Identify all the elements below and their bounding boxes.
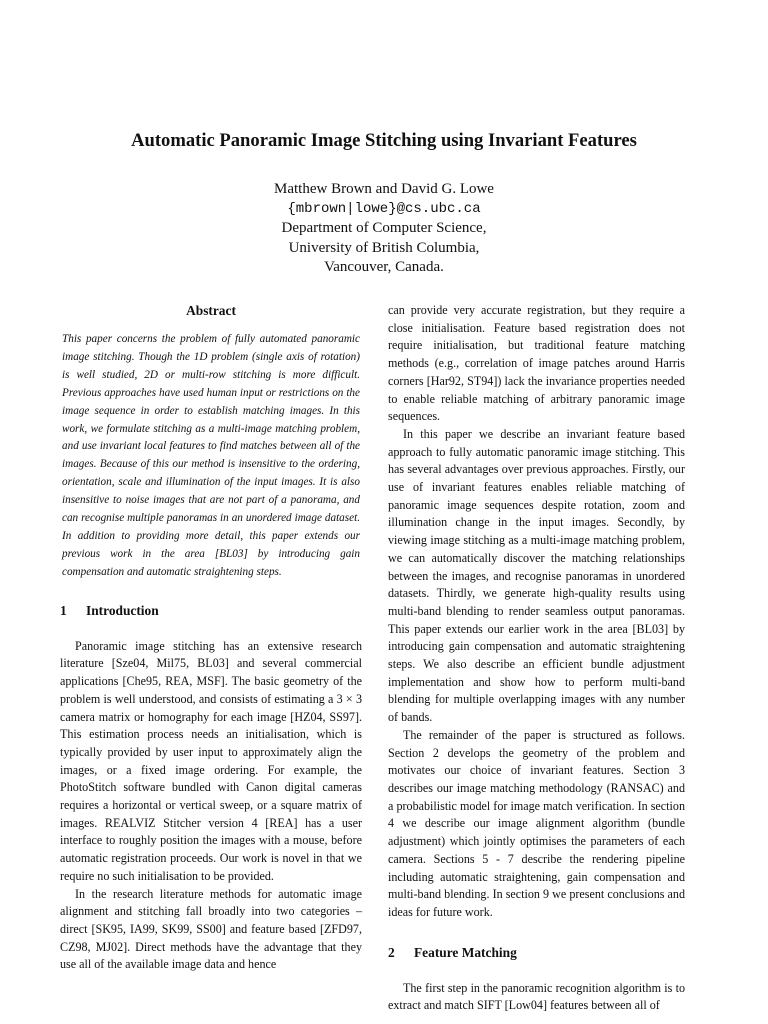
section-title: Introduction	[86, 602, 159, 618]
section-number: 1	[60, 602, 67, 618]
paragraph: The remainder of the paper is structured as follows. Section 2 develops the geometry of the problem and motivates our choice of invariant features. Section 3 describes our image matching methodology (RANSAC) and a probabilistic model for image match verification. In section 4 we describe our image alignment algorithm (bundle adjustment) which jointly optimises the parameters of each camera. Sections 5 - 7 describe the rendering pipeline including automatic straightening, gain compensation and multi-band blending. In section 9 we present conclusions and ideas for future work.	[388, 727, 685, 919]
abstract-text: This paper concerns the problem of fully automated panoramic image stitching. Though the 1D problem (single axis of rotation) is well studied, 2D or multi-row stitching is more difficult. Previous approaches have used human input or restrictions on the image sequence in order to establish matching images. In this work, we formulate stitching as a multi-image matching problem, and use invariant local features to find matches between all of the images. Because of this our method is insensitive to the ordering, orientation, scale and illumination of the input images. It is also insensitive to noise images that are not part of a panorama, and can recognise multiple panoramas in an unordered image dataset. In addition to providing more detail, this paper extends our previous work in the area [BL03] by introducing gain compensation and automatic straightening steps.	[62, 333, 360, 578]
introduction-body-right	[388, 302, 685, 922]
author-block	[184, 180, 584, 278]
affiliation-line: Vancouver, Canada.	[324, 259, 444, 276]
author-email: {mbrown|lowe}@cs.ubc.ca	[287, 200, 481, 217]
paragraph: Panoramic image stitching has an extensive research literature [Sze04, Mil75, BL03] and several commercial applications [Che95, REA, MSF]. The basic geometry of the problem is well understood, and consists of estimating a 3 × 3 camera matrix or homography for each image [HZ04, SS97]. This estimation process needs an initialisation, which is typically provided by user input to approximately align the images, or a fixed image ordering. For example, the PhotoStitch software bundled with Canon digital cameras requires a horizontal or vertical sweep, or a square matrix of images. REALVIZ Stitcher version 4 [REA] has a user interface to roughly position the images with a mouse, before automatic registration proceeds. Our work is novel in that we require no such initialisation to be provided.	[60, 638, 362, 883]
feature-matching-body	[388, 980, 685, 1015]
introduction-body-left	[60, 638, 362, 974]
paragraph: can provide very accurate registration, but they require a close initialisation. Feature based registration does not require initialisation, but traditional feature matching methods (e.g., correlation of image patches around Harris corners [Har92, ST94]) lack the invariance properties needed to enable reliable matching of arbitrary panoramic image sequences.	[388, 303, 685, 424]
paragraph: In the research literature methods for automatic image alignment and stitching fall broadly into two categories – direct [SK95, IA99, SK99, SS00] and feature based [ZFD97, CZ98, MJ02]. Direct methods have the advantage that they use all of the available image data and hence	[60, 886, 362, 972]
abstract-heading: Abstract	[186, 303, 236, 318]
section-heading-feature-matching	[388, 944, 685, 962]
paragraph: In this paper we describe an invariant feature based approach to fully automatic panoramic image stitching. This has several advantages over previous approaches. Firstly, our use of invariant features enables reliable matching of panoramic image sequences despite rotation, zoom and illumination change in the input images. Secondly, by viewing image stitching as a multi-image matching problem, we can automatically discover the matching relationships between the images, and recognise panoramas in unordered datasets. Thirdly, we generate high-quality results using multi-band blending to render seamless output panoramas. This paper extends our earlier work in the area [BL03] by introducing gain compensation and automatic straightening steps. We also describe an efficient bundle adjustment implementation and show how to perform multi-band blending for multiple overlapping images with any number of bands.	[388, 426, 685, 725]
section-number: 2	[388, 944, 395, 960]
affiliation-line: University of British Columbia,	[288, 239, 480, 256]
author-names: Matthew Brown and David G. Lowe	[274, 181, 494, 197]
paper-title: Automatic Panoramic Image Stitching using Invariant Features	[131, 130, 637, 151]
right-column	[388, 302, 685, 1015]
section-title: Feature Matching	[414, 944, 517, 960]
paragraph: The first step in the panoramic recognition algorithm is to extract and match SIFT [Low04] features between all of	[388, 980, 685, 1013]
section-heading-introduction	[60, 602, 362, 620]
affiliation-line: Department of Computer Science,	[281, 220, 487, 237]
left-column	[60, 302, 362, 974]
